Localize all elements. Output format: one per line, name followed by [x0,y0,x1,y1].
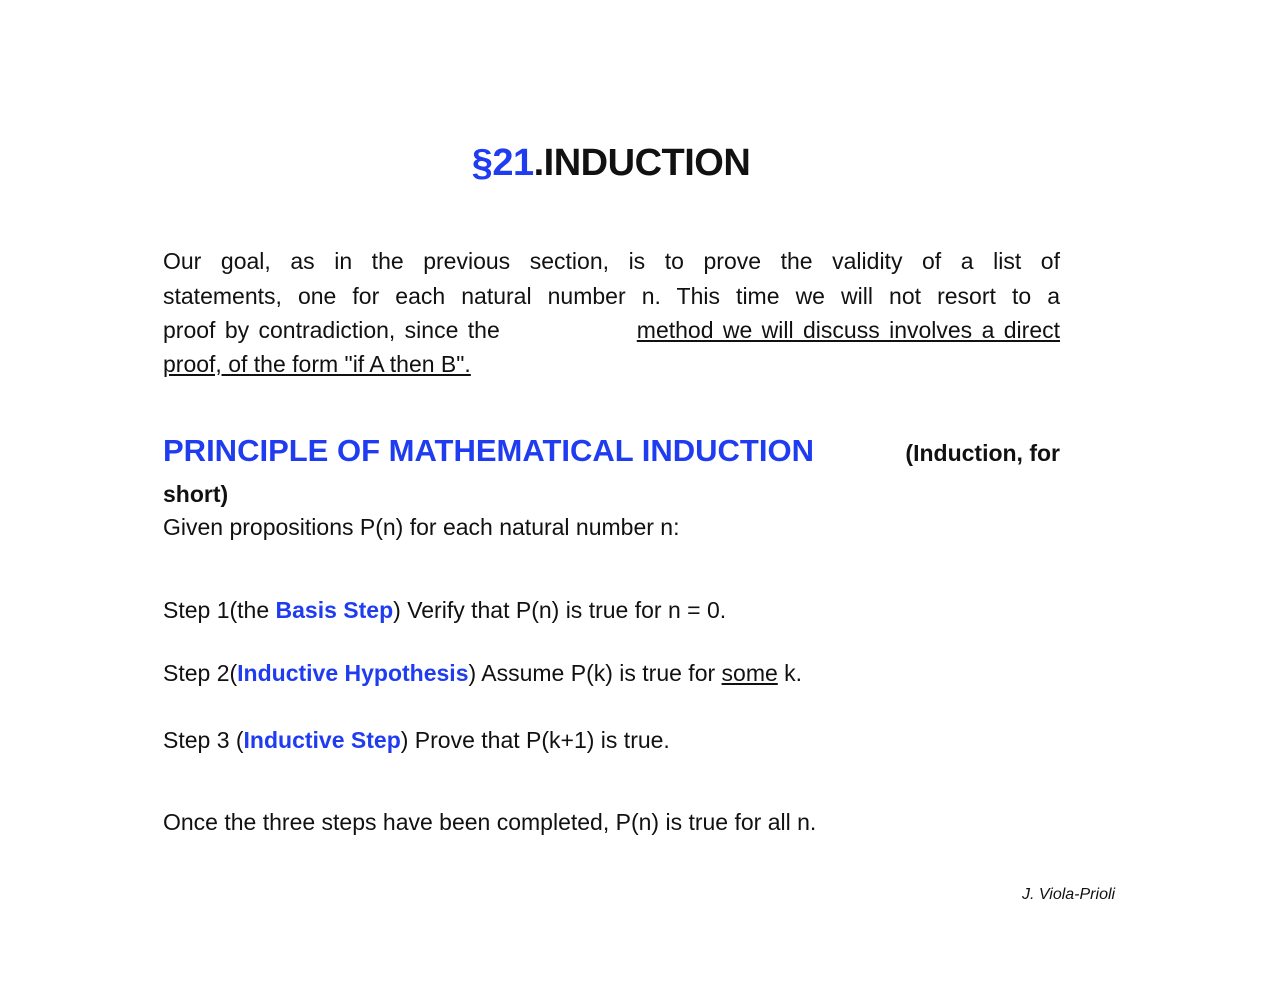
step-2-underlined: some [721,660,778,686]
step-2-end: k. [777,660,803,686]
title-text: .INDUCTION [533,142,751,184]
step-2-prefix: Step 2( [163,660,238,686]
step-1-prefix: Step 1(the [163,597,276,623]
step-2-suffix: ) Assume P(k) is true for [468,660,722,686]
page-title [0,142,1222,185]
given-text: Given propositions P(n) for each natural number n: [163,514,680,540]
intro-line-2: statements, one for each natural number n. This time we will not resort to a [163,283,1060,309]
step-1 [163,593,726,627]
step-3-term: Inductive Step [243,727,401,753]
principle-heading: PRINCIPLE OF MATHEMATICAL INDUCTION [163,433,814,468]
step-2 [163,656,802,690]
step-3 [163,723,670,757]
section-number: §21 [471,142,534,184]
intro-line-3-underlined: method we will discuss involves a direct [636,317,1060,343]
principle-aside: (Induction, for [905,440,1060,466]
step-1-suffix: ) Verify that P(n) is true for n = 0. [393,597,727,623]
intro-line-4-underlined: proof, of the form "if A then B". [163,351,471,377]
intro-line-3 [163,313,1060,347]
step-3-prefix: Step 3 ( [163,727,244,753]
intro-line-1: Our goal, as in the previous section, is to prove the validity of a list of [163,248,1060,274]
step-3-suffix: ) Prove that P(k+1) is true. [400,727,670,753]
principle-heading-row [163,433,1060,469]
step-2-term: Inductive Hypothesis [237,660,469,686]
conclusion-text: Once the three steps have been completed, P(n) is true for all n. [163,809,817,835]
principle-aside-cont: short) [163,481,229,507]
intro-line-3-text: proof by contradiction, since the [163,317,510,343]
intro-line-4 [163,347,1060,381]
author-signature: J. Viola-Prioli [1022,886,1116,903]
step-1-term: Basis Step [275,597,394,623]
